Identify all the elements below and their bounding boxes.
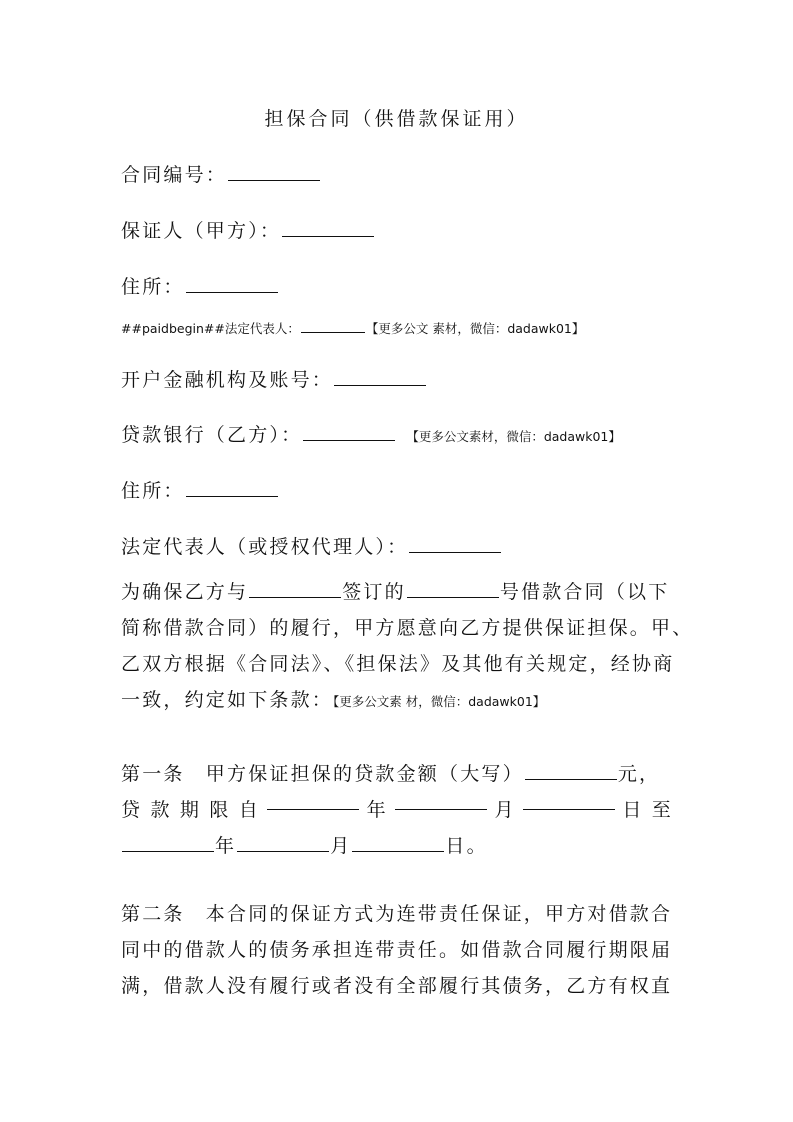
start-year-blank	[267, 792, 359, 810]
intro-paragraph	[121, 574, 694, 718]
guarantor-address-blank	[186, 275, 278, 293]
watermark-text-2: 【更多公文素材，微信：dadawk01】	[406, 429, 621, 444]
legal-rep-auth-blank	[409, 535, 501, 553]
lender-address-line	[121, 476, 279, 503]
legal-rep-label: 法定代表人（或授权代理人）：	[121, 536, 409, 558]
article-2-line-2: 同中的借款人的债务承担连带责任。如借款合同履行期限届	[121, 939, 673, 961]
intro-contract-no-blank	[407, 580, 499, 598]
document-title: 担保合同（供借款保证用）	[264, 108, 529, 130]
contract-number-line	[121, 160, 321, 187]
intro-text-1c: 号借款合同（以下	[499, 581, 670, 603]
contract-number-label: 合同编号：	[121, 164, 228, 186]
lender-address-label: 住所：	[121, 480, 185, 502]
paid-marker-label: ##paidbegin##法定代表人：	[121, 321, 300, 336]
legal-rep-blank	[301, 321, 365, 333]
year-label-1: 年	[366, 799, 388, 821]
end-month-blank	[237, 834, 329, 852]
intro-line-2: 简称借款合同）的履行，甲方愿意向乙方提供保证担保。甲、	[121, 617, 694, 639]
article-2-line-1: 第二条 本合同的保证方式为连带责任保证，甲方对借款合	[121, 903, 673, 925]
guarantor-label: 保证人（甲方）：	[121, 220, 282, 242]
legal-rep-line	[121, 532, 502, 559]
intro-party-blank	[249, 580, 341, 598]
lender-label: 贷款银行（乙方）：	[121, 424, 303, 446]
watermark-text-3: 【更多公文素 材，微信：dadawk01】	[333, 694, 546, 709]
bank-account-label: 开户金融机构及账号：	[121, 369, 334, 391]
watermark-text-1: 【更多公文 素材，微信：dadawk01】	[365, 321, 585, 336]
loan-term-label: 贷 款 期 限 自	[121, 799, 260, 821]
lender-address-blank	[186, 479, 278, 497]
guarantor-blank	[282, 219, 374, 237]
intro-text-1a: 为确保乙方与	[121, 581, 249, 603]
intro-line-4	[121, 682, 673, 718]
legal-rep-watermark-line	[121, 319, 584, 337]
lender-line	[121, 420, 621, 447]
day-label-2: 日。	[445, 835, 488, 857]
contract-number-blank	[228, 163, 320, 181]
intro-line-3: 乙双方根据《合同法》、《担保法》及其他有关规定，经协商	[121, 653, 675, 675]
month-label-1: 月	[494, 799, 516, 821]
article-1-line-3	[121, 828, 673, 864]
end-year-blank	[122, 834, 214, 852]
intro-text-1b: 签订的	[342, 581, 406, 603]
guarantor-line	[121, 216, 375, 243]
loan-amount-blank	[525, 762, 617, 780]
guarantor-address-label: 住所：	[121, 276, 185, 298]
article-2	[121, 896, 673, 1004]
year-label-2: 年	[215, 835, 237, 857]
article-2-line-3: 满，借款人没有履行或者没有全部履行其债务，乙方有权直	[121, 975, 673, 997]
article-1-line-2	[121, 792, 673, 828]
article-1-text-1a: 第一条 甲方保证担保的贷款金额（大写）	[121, 763, 524, 785]
article-1	[121, 756, 673, 864]
end-day-blank	[352, 834, 444, 852]
bank-account-blank	[334, 368, 426, 386]
intro-line-1	[121, 574, 673, 610]
start-day-blank	[523, 792, 615, 810]
article-1-text-1b: 元，	[617, 763, 661, 785]
intro-text-4: 一致，约定如下条款：	[121, 689, 334, 711]
start-month-blank	[395, 792, 487, 810]
bank-account-line	[121, 365, 427, 392]
month-label-2: 月	[330, 835, 352, 857]
day-label-1: 日 至	[622, 799, 673, 821]
article-1-line-1	[121, 756, 673, 792]
lender-blank	[303, 423, 395, 441]
guarantor-address-line	[121, 272, 279, 299]
